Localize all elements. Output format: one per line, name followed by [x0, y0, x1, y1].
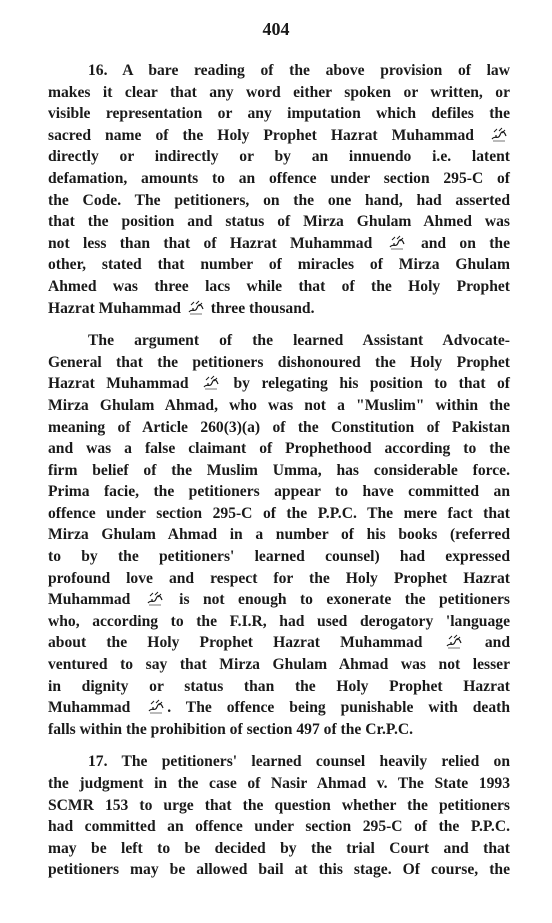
body-text	[48, 60, 510, 881]
paragraph	[48, 330, 510, 740]
line-text: Hazrat Muhammad	[48, 375, 189, 393]
line-text: The argument of the learned Assistant Advocate-	[88, 332, 510, 350]
honorific-calligraphy-icon	[445, 633, 463, 649]
text-line	[48, 395, 510, 417]
text-line	[48, 254, 510, 276]
text-line	[48, 168, 510, 190]
line-text: that the position and status of Mirza Ghulam Ahmed was	[48, 213, 510, 231]
text-line	[48, 330, 510, 352]
text-line	[48, 146, 510, 168]
text-line	[48, 103, 510, 125]
text-line	[48, 190, 510, 212]
line-text: Mirza Ghulam Ahmad, who was not a "Muslim" within the	[48, 396, 510, 414]
honorific-calligraphy-icon	[202, 374, 220, 390]
text-line	[48, 859, 510, 881]
honorific-calligraphy-icon	[146, 590, 164, 606]
line-text: directly or indirectly or by an innuendo i.e. latent	[48, 148, 510, 166]
text-line	[48, 438, 510, 460]
text-line	[48, 697, 510, 719]
text-line	[48, 611, 510, 633]
paragraph-gap	[48, 319, 510, 330]
line-text-after: and on the	[407, 234, 510, 252]
line-text-after: by relegating his position to that of	[222, 375, 511, 393]
text-line	[48, 546, 510, 568]
line-text: General that the petitioners dishonoured the Holy Prophet	[48, 353, 510, 371]
line-text: ventured to say that Mirza Ghulam Ahmad was not lesser	[48, 656, 510, 674]
line-text: falls within the prohibition of section 497 of the Cr.P.C.	[48, 720, 414, 738]
text-line	[48, 125, 510, 147]
line-text: who, according to the F.I.R, had used derogatory 'language	[48, 612, 510, 630]
line-text: offence under section 295-C of the P.P.C. The mere fact that	[48, 504, 510, 522]
text-line	[48, 676, 510, 698]
line-text: other, stated that number of miracles of Mirza Ghulam	[48, 256, 510, 274]
paragraph-gap	[48, 740, 510, 751]
line-text: sacred name of the Holy Prophet Hazrat Muhammad	[48, 126, 474, 144]
line-text: makes it clear that any word either spoken or written, or	[48, 83, 510, 101]
line-text: SCMR 153 to urge that the question whether the petitioners	[48, 796, 510, 814]
line-text-after: three thousand.	[206, 299, 315, 317]
text-line	[48, 352, 510, 374]
honorific-calligraphy-icon	[147, 698, 165, 714]
line-text: to by the petitioners' learned counsel) had expressed	[48, 548, 510, 566]
line-text: petitioners may be allowed bail at this stage. Of course, the	[48, 861, 510, 879]
line-text: had committed an offence under section 295-C of the P.P.C.	[48, 818, 510, 836]
text-line	[48, 795, 510, 817]
line-text: visible representation or any imputation which defiles the	[48, 105, 510, 123]
text-line	[48, 654, 510, 676]
text-line	[48, 417, 510, 439]
line-text: about the Holy Prophet Hazrat Muhammad	[48, 634, 423, 652]
text-line	[48, 632, 510, 654]
line-text: 17. The petitioners' learned counsel heavily relied on	[88, 753, 510, 771]
line-text: the Code. The petitioners, on the one hand, had asserted	[48, 191, 510, 209]
text-line	[48, 773, 510, 795]
line-text: Hazrat Muhammad	[48, 299, 181, 317]
line-text: firm belief of the Muslim Umma, has considerable force.	[48, 461, 510, 479]
line-text: Muhammad	[48, 591, 131, 609]
text-line	[48, 233, 510, 255]
paragraph	[48, 60, 510, 319]
line-text-after: . The offence being punishable with death	[167, 699, 510, 717]
line-text: 16. A bare reading of the above provision of law	[88, 62, 510, 79]
honorific-calligraphy-icon	[388, 234, 406, 250]
line-text: Ahmed was three lacs while that of the Holy Prophet	[48, 277, 510, 295]
text-line	[48, 460, 510, 482]
line-text: and was a false claimant of Prophethood according to the	[48, 440, 510, 458]
line-text: may be left to be decided by the trial Court and that	[48, 839, 510, 857]
paragraph	[48, 751, 510, 881]
line-text: defamation, amounts to an offence under section 295-C of	[48, 169, 510, 187]
line-text: Muhammad	[48, 699, 131, 717]
text-line	[48, 589, 510, 611]
honorific-calligraphy-icon	[490, 126, 508, 142]
text-line	[48, 719, 510, 741]
text-line	[48, 751, 510, 773]
line-text-after: and	[464, 634, 510, 652]
line-text: Prima facie, the petitioners appear to have committed an	[48, 483, 510, 501]
text-line	[48, 373, 510, 395]
honorific-calligraphy-icon	[187, 299, 205, 315]
text-line	[48, 481, 510, 503]
text-line	[48, 838, 510, 860]
text-line	[48, 816, 510, 838]
line-text: meaning of Article 260(3)(a) of the Constitution of Pakistan	[48, 418, 510, 436]
line-text: in dignity or status than the Holy Prophet Hazrat	[48, 677, 510, 695]
page-number: 404	[262, 19, 290, 39]
text-line	[48, 568, 510, 590]
text-line	[48, 524, 510, 546]
line-text: profound love and respect for the Holy Prophet Hazrat	[48, 569, 510, 587]
text-line	[48, 503, 510, 525]
line-text: not less than that of Hazrat Muhammad	[48, 234, 373, 252]
text-line	[48, 211, 510, 233]
line-text: the judgment in the case of Nasir Ahmad v. The State 1993	[48, 775, 510, 792]
text-line	[48, 298, 510, 320]
line-text: Mirza Ghulam Ahmad in a number of his books (referred	[48, 526, 510, 544]
text-line	[48, 276, 510, 298]
text-line	[48, 60, 510, 82]
line-text-after: is not enough to exonerate the petitioners	[165, 591, 510, 609]
text-line	[48, 82, 510, 104]
